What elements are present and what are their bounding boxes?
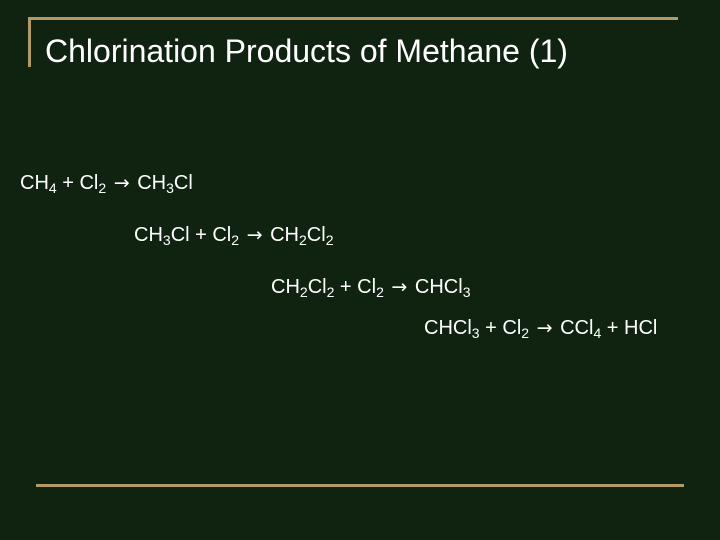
formula-text: CH	[271, 276, 300, 298]
formula-subscript: 2	[521, 325, 530, 341]
formula-text: CH	[270, 224, 299, 246]
formula-subscript: 2	[231, 232, 240, 248]
formula-text: + Cl	[479, 317, 522, 339]
formula-text: CCl	[560, 317, 594, 339]
formula-subscript: 2	[325, 232, 334, 248]
equation-lhs	[134, 224, 239, 246]
equation-rhs	[415, 276, 471, 298]
equation-lhs	[271, 276, 384, 298]
formula-text: + Cl	[56, 172, 99, 194]
formula-subscript: 4	[593, 325, 602, 341]
right-arrow-icon: →	[391, 276, 408, 298]
equation-lhs	[20, 172, 106, 194]
formula-text: + Cl	[334, 276, 377, 298]
formula-text: CHCl	[424, 317, 472, 339]
equation-2	[134, 223, 333, 247]
formula-text: Cl	[173, 172, 193, 194]
equation-lhs	[424, 317, 529, 339]
formula-subscript: 2	[98, 180, 107, 196]
formula-subscript: 3	[162, 232, 171, 248]
equation-rhs	[137, 172, 193, 194]
formula-text: Cl	[307, 276, 327, 298]
right-arrow-icon: →	[246, 224, 263, 246]
formula-text: CH	[137, 172, 167, 194]
right-arrow-icon: →	[536, 317, 553, 339]
equation-1	[20, 171, 193, 195]
formula-subscript: 2	[299, 284, 308, 300]
formula-subscript: 3	[462, 284, 471, 300]
formula-subscript: 4	[48, 180, 57, 196]
right-arrow-icon: →	[113, 172, 130, 194]
formula-text: Cl + Cl	[170, 224, 232, 246]
formula-text: CH	[20, 172, 49, 194]
formula-subscript: 2	[326, 284, 335, 300]
equation-4	[424, 316, 657, 340]
formula-subscript: 3	[166, 180, 174, 196]
formula-text: CHCl	[414, 276, 463, 298]
formula-text: + HCl	[601, 317, 658, 339]
equation-rhs	[270, 224, 333, 246]
decorative-bottom-rule	[36, 484, 684, 487]
equation-rhs	[560, 317, 657, 339]
formula-text: Cl	[306, 224, 326, 246]
decorative-top-rule	[28, 17, 678, 20]
slide-title: Chlorination Products of Methane (1)	[45, 33, 568, 69]
formula-subscript: 2	[299, 232, 307, 248]
equation-3	[271, 275, 470, 299]
formula-subscript: 3	[471, 325, 480, 341]
formula-subscript: 2	[376, 284, 384, 300]
formula-text: CH	[134, 224, 163, 246]
decorative-left-rule	[28, 17, 31, 67]
